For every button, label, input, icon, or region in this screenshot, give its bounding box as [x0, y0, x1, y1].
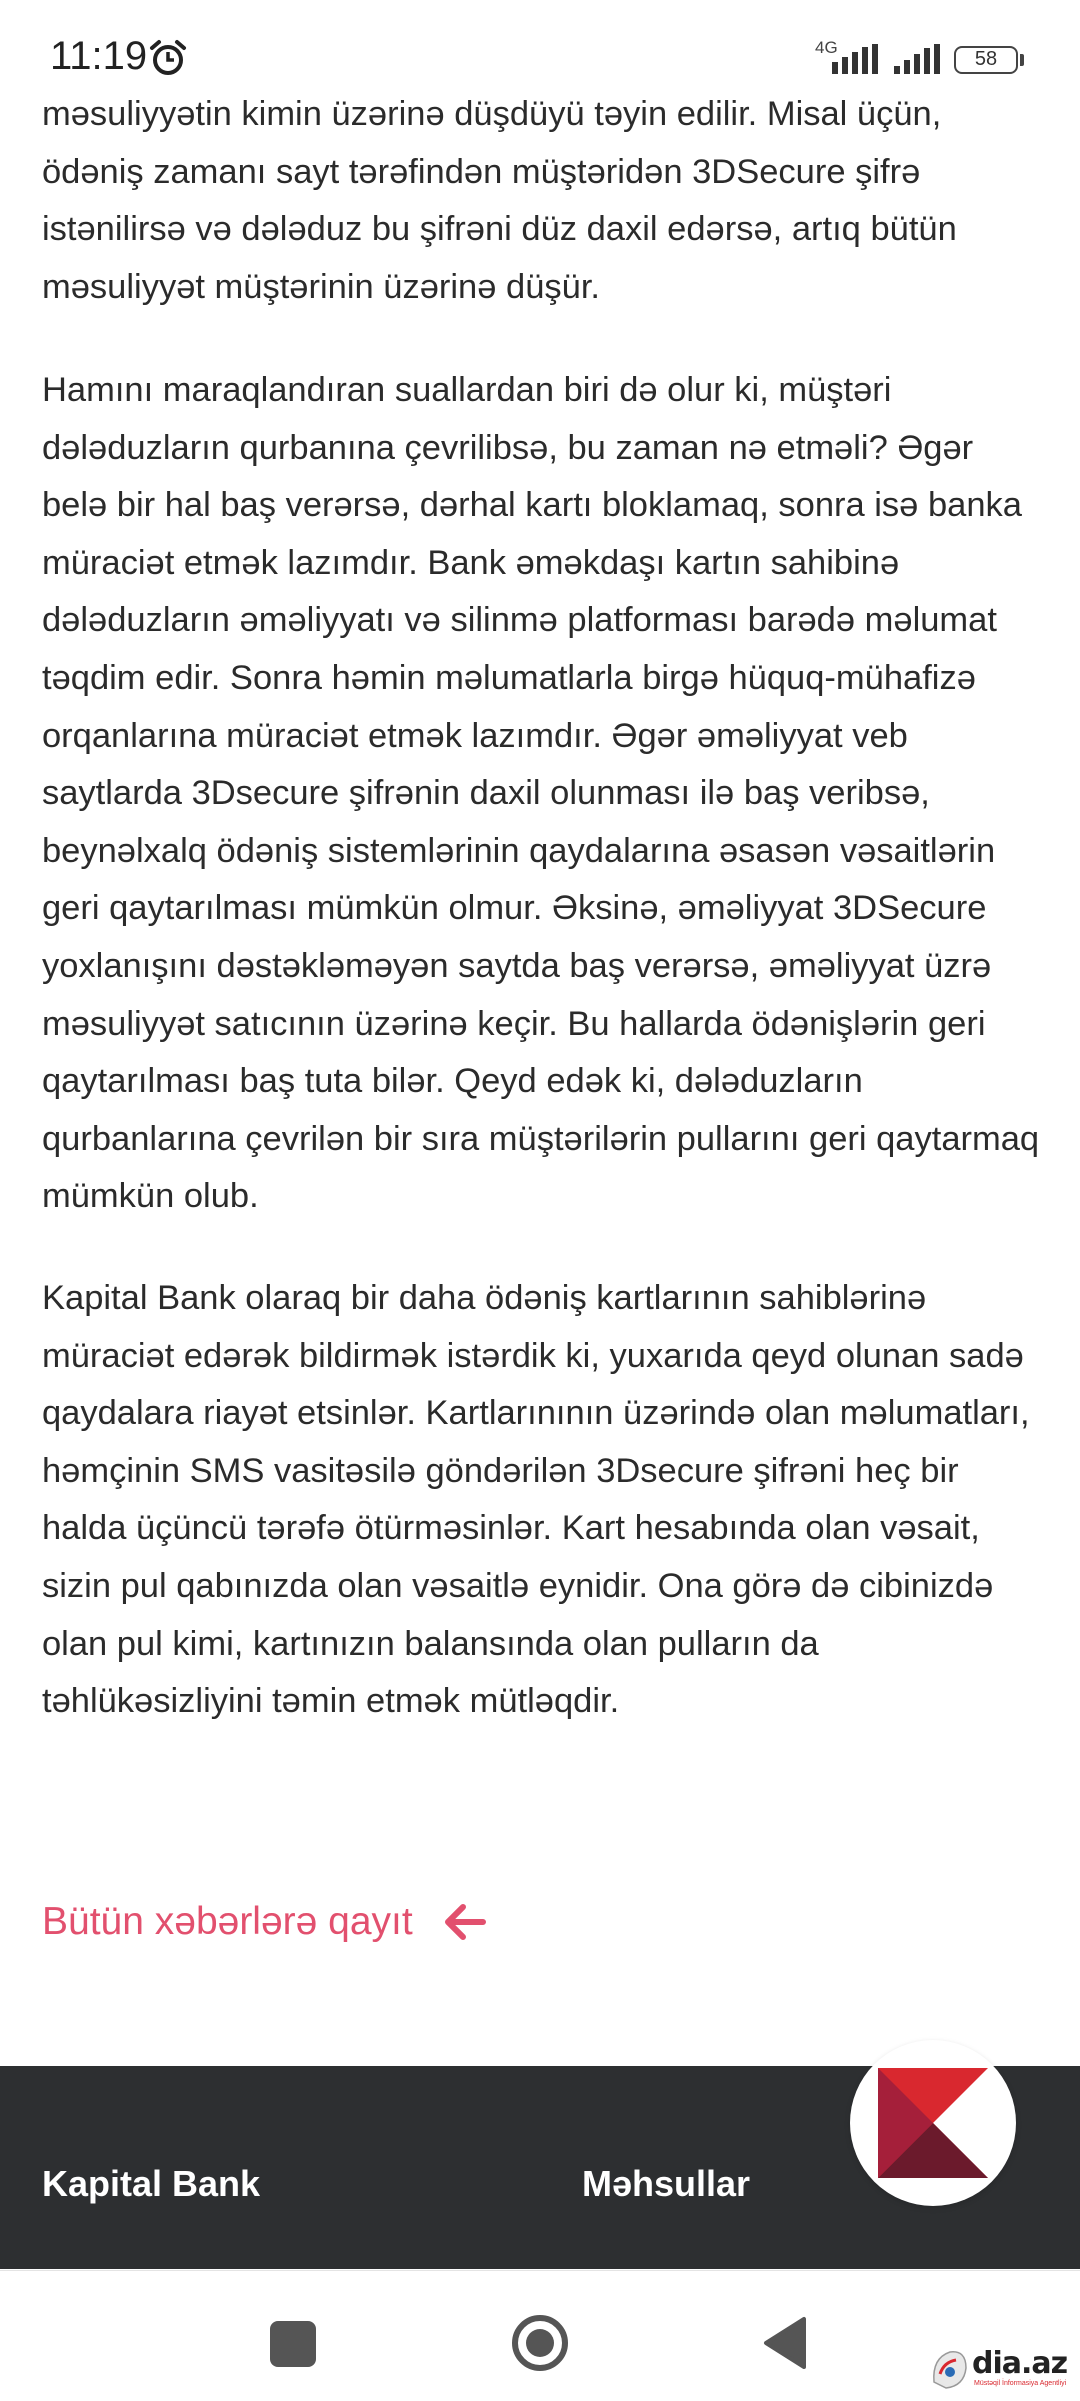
square-icon[interactable] [270, 2321, 316, 2367]
back-link-label: Bütün xəbərlərə qayıt [42, 1900, 413, 1943]
dia-logo-icon [928, 2344, 970, 2392]
circle-icon[interactable] [510, 2313, 570, 2373]
triangle-back-icon[interactable] [762, 2315, 808, 2371]
dia-az-watermark [928, 2340, 1078, 2396]
signal-icon [890, 44, 946, 74]
battery-icon [954, 46, 1018, 74]
clock: 11:19 [50, 34, 148, 78]
battery-level: 58 [974, 48, 998, 70]
system-nav-bar [0, 2270, 1080, 2401]
arrow-left-icon [443, 1902, 487, 1942]
watermark-text: dia.az [972, 2346, 1068, 2381]
footer-heading-products[interactable]: Məhsullar [582, 2163, 751, 2204]
alarm-clock-icon [148, 38, 188, 78]
article-paragraph: məsuliyyətin kimin üzərinə düşdüyü təyin edilir. Misal üçün, ödəniş zamanı sayt tərəfindən müştəridən 3DSecure şifrə istənilirsə və dələduz bu şifrəni düz daxil edərsə, artıq bütün məsuliyyət müştərinin üzərinə düşür. [42, 95, 957, 306]
footer-heading-kapital-bank[interactable]: Kapital Bank [42, 2163, 261, 2204]
kapital-bank-logo-icon [878, 2068, 988, 2178]
back-to-news-link[interactable] [42, 1892, 487, 1952]
signal-icon [818, 44, 882, 74]
battery-tip [1020, 54, 1024, 66]
article-body [42, 86, 1042, 1721]
article-paragraph: Kapital Bank olaraq bir daha ödəniş kartlarının sahiblərinə müraciət edərək bildirmək istərdik ki, yuxarıda qeyd olunan sadə qaydalara riayət etsinlər. Kartlarınının üzərində olan məlumatları, həmçinin SMS vasitəsilə göndərilən 3Dsecure şifrəni heç bir halda üçüncü tərəfə ötürməsinlər. Kart hesabında olan vəsait, sizin pul qabınızda olan vəsaitlə eynidir. Ona görə də cibinizdə olan pul kimi, kartınızın balansında olan pulların da təhlükəsizliyini təmin etmək mütləqdir. [42, 1279, 1030, 1721]
network-type: 4G [815, 38, 838, 57]
article-paragraph: Hamını maraqlandıran suallardan biri də olur ki, müştəri dələduzların qurbanına çevrilibsə, bu zaman nə etməli? Əgər belə bir hal baş verərsə, dərhal kartı bloklamaq, sonra isə banka müraciət etmək lazımdır. Bank əməkdaşı kartın sahibinə dələduzların əməliyyatı və silinmə platforması barədə məlumat təqdim edir. Sonra həmin məlumatlarla birgə hüquq-mühafizə orqanlarına müraciət etmək lazımdır. Əgər əməliyyat veb saytlarda 3Dsecure şifrənin daxil olunması ilə baş veribsə, beynəlxalq ödəniş sistemlərinin qaydalarına əsasən vəsaitlərin geri qaytarılması mümkün olmur. Əksinə, əməliyyat 3DSecure yoxlanışını dəstəkləməyən saytda baş verərsə, əməliyyat üzrə məsuliyyət satıcının üzərinə keçir. Bu hallarda ödənişlərin geri qaytarılması baş tuta bilər. Qeyd edək ki, dələduzların qurbanlarına çevrilən bir sıra müştərilərin pullarını geri qaytarmaq mümkün olub. [42, 371, 1040, 1216]
kapital-bank-fab[interactable] [850, 2040, 1016, 2206]
watermark-subtext: Müstəqil İnformasiya Agentliyi [974, 2380, 1067, 2387]
